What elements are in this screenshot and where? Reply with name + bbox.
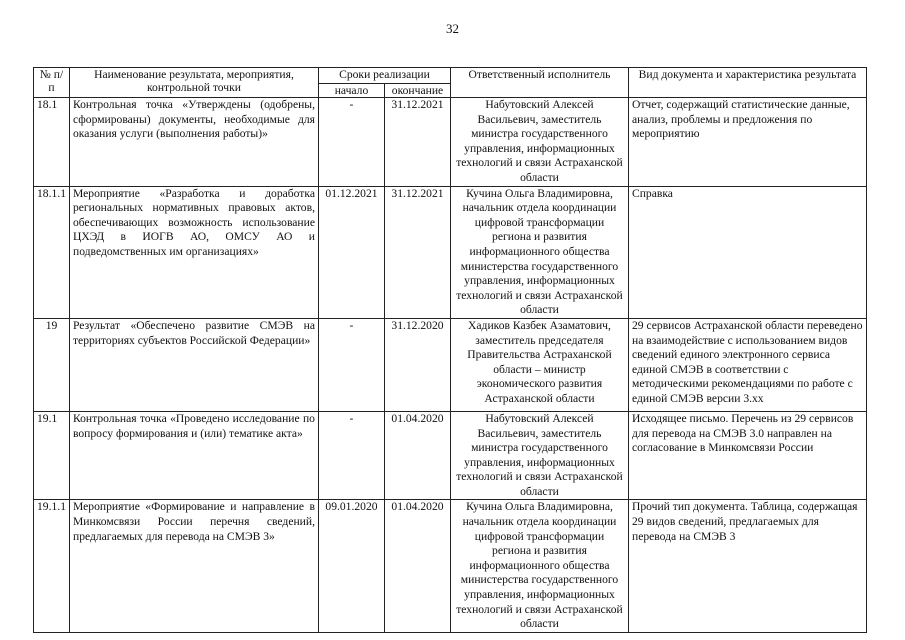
header-end: окончание [384,84,450,98]
row-start-date: - [318,411,384,500]
row-end-date: 01.04.2020 [384,411,450,500]
table-row [34,500,867,632]
row-document: 29 сервисов Астраханской области переведено на взаимодействие с использованием видов сведений единого электронного сервиса единой СМЭВ в соответствии с методическими рекомендациями по работе с единой СМЭВ версии 3.хх [628,318,866,411]
row-responsible: Набутовский Алексей Васильевич, заместитель министра государственного управления, информационных технологий и связи Астраханской области [450,98,628,187]
page-number: 32 [446,21,459,36]
row-name: Мероприятие «Разработка и доработка региональных нормативных правовых актов, обеспечивающих возможность использование ЦХЭД в ИОГВ АО, ОМСУ АО и подведомственных им организациях» [69,186,318,318]
row-responsible: Кучина Ольга Владимировна, начальник отдела координации цифровой трансформации региона и развития информационного общества министерства государственного управления, информационных технологий и связи Астраханской области [450,186,628,318]
table-row [34,98,867,187]
header-start: начало [318,84,384,98]
row-end-date: 31.12.2020 [384,318,450,411]
header-responsible: Ответственный исполнитель [450,68,628,98]
row-document: Отчет, содержащий статистические данные, анализ, проблемы и предложения по мероприятию [628,98,866,187]
row-number: 18.1 [34,98,70,187]
header-terms: Сроки реализации [318,68,450,84]
table-row [34,186,867,318]
row-name: Результат «Обеспечено развитие СМЭВ на территориях субъектов Российской Федерации» [69,318,318,411]
implementation-plan-table [33,67,867,633]
row-document: Исходящее письмо. Перечень из 29 сервисов для перевода на СМЭВ 3.0 направлен на согласование в Минкомсвязи России [628,411,866,500]
row-name: Мероприятие «Формирование и направление в Минкомсвязи России перечня сведений, предлагаемых для перевода на СМЭВ 3» [69,500,318,632]
row-number: 19 [34,318,70,411]
row-number: 19.1.1 [34,500,70,632]
row-name: Контрольная точка «Проведено исследование по вопросу формирования и (или) тематике акта» [69,411,318,500]
row-start-date: - [318,98,384,187]
row-responsible: Хадиков Казбек Азаматович, заместитель председателя Правительства Астраханской области – министр экономического развития Астраханской области [450,318,628,411]
row-number: 19.1 [34,411,70,500]
header-document: Вид документа и характеристика результата [628,68,866,98]
header-name: Наименование результата, мероприятия, контрольной точки [69,68,318,98]
row-number: 18.1.1 [34,186,70,318]
row-document: Прочий тип документа. Таблица, содержащая 29 видов сведений, предлагаемых для перевода на СМЭВ 3 [628,500,866,632]
table-row [34,411,867,500]
header-num: № п/п [34,68,70,98]
row-end-date: 31.12.2021 [384,186,450,318]
row-end-date: 01.04.2020 [384,500,450,632]
row-document: Справка [628,186,866,318]
row-start-date: 09.01.2020 [318,500,384,632]
row-responsible: Кучина Ольга Владимировна, начальник отдела координации цифровой трансформации региона и развития информационного общества министерства государственного управления, информационных технологий и связи Астраханской области [450,500,628,632]
table-row [34,318,867,411]
row-start-date: 01.12.2021 [318,186,384,318]
row-end-date: 31.12.2021 [384,98,450,187]
row-name: Контрольная точка «Утверждены (одобрены, сформированы) документы, необходимые для оказания услуги (выполнения работы)» [69,98,318,187]
row-start-date: - [318,318,384,411]
row-responsible: Набутовский Алексей Васильевич, заместитель министра государственного управления, информационных технологий и связи Астраханской области [450,411,628,500]
